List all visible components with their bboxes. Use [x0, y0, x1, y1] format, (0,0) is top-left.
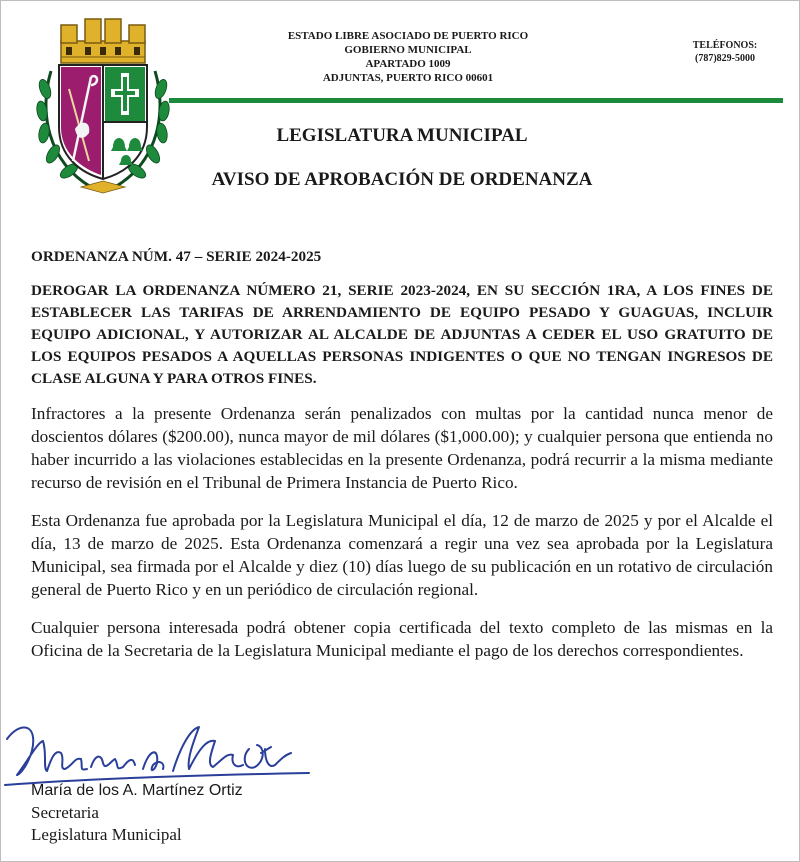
penalties-paragraph: Infractores a la presente Ordenanza serán penalizados con multas por la cantidad nunca menor de doscientos dólares ($200.00), nunca mayor de mil dólares ($1,000.00); y cualquier persona que entienda no haber incurrido a las violaciones establecidas en la presente Ordenanza, podrá recurrir a la misma mediante recurso de revisión en el Tribunal de Primera Instancia de Puerto Rico. — [31, 404, 773, 492]
ordinance-number: ORDENANZA NÚM. 47 – SERIE 2024-2025 — [31, 248, 322, 265]
approval-paragraph: Esta Ordenanza fue aprobada por la Legislatura Municipal el día, 12 de marzo de 2025 y por el Alcalde el día, 13 de marzo de 2025. Esta Ordenanza comenzará a regir una vez sea aprobada por la Legislatura Municipal, sea firmada por el Alcalde y diez (10) días luego de su publicación en un rotativo de circulación general de Puerto Rico y en un periódico de circulación regional. — [31, 511, 773, 599]
phone-number: (787)829-5000 — [695, 53, 755, 64]
signer-name: María de los A. Martínez Ortiz — [31, 782, 243, 799]
notice-title: AVISO DE APROBACIÓN DE ORDENANZA — [211, 169, 593, 190]
signer-office: Legislatura Municipal — [31, 825, 182, 844]
ordinance-title: DEROGAR LA ORDENANZA NÚMERO 21, SERIE 2023-2024, EN SU SECCIÓN 1RA, A LOS FINES DE ESTABLECER LAS TARIFAS DE ARRENDAMIENTO DE EQUIPO PESADO Y GUAGUAS, INCLUIR EQUIPO ADICIONAL, Y AUTORIZAR AL ALCALDE DE ADJUNTAS A CEDER EL USO GRATUITO DE LOS EQUIPOS PESADOS A AQUELLAS PERSONAS INDIGENTES O QUE NO TENGAN INGRESOS DE CLASE ALGUNA Y PARA OTROS FINES. — [31, 282, 773, 387]
phone-label: TELÉFONOS: — [692, 40, 758, 51]
municipal-crest-icon — [33, 11, 173, 197]
letterhead-state: ESTADO LIBRE ASOCIADO DE PUERTO RICO — [287, 30, 529, 42]
letterhead-address — [221, 29, 595, 85]
legislature-title: LEGISLATURA MUNICIPAL — [276, 125, 528, 146]
signer-role: Secretaria — [31, 803, 99, 822]
notice-body — [31, 245, 773, 677]
letterhead-phone — [665, 39, 785, 65]
signer-block — [31, 780, 243, 846]
shield-icon — [59, 65, 147, 179]
copy-request-paragraph: Cualquier persona interesada podrá obtener copia certificada del texto completo de las mismas en la Oficina de la Secretaria de la Legislatura Municipal mediante el pago de los derechos correspondientes. — [31, 618, 773, 660]
crown-icon — [61, 19, 145, 63]
letterhead-city: ADJUNTAS, PUERTO RICO 00601 — [322, 72, 494, 84]
letterhead-government: GOBIERNO MUNICIPAL — [344, 44, 472, 56]
letterhead-po-box: APARTADO 1009 — [365, 58, 451, 70]
header-divider — [169, 98, 783, 103]
